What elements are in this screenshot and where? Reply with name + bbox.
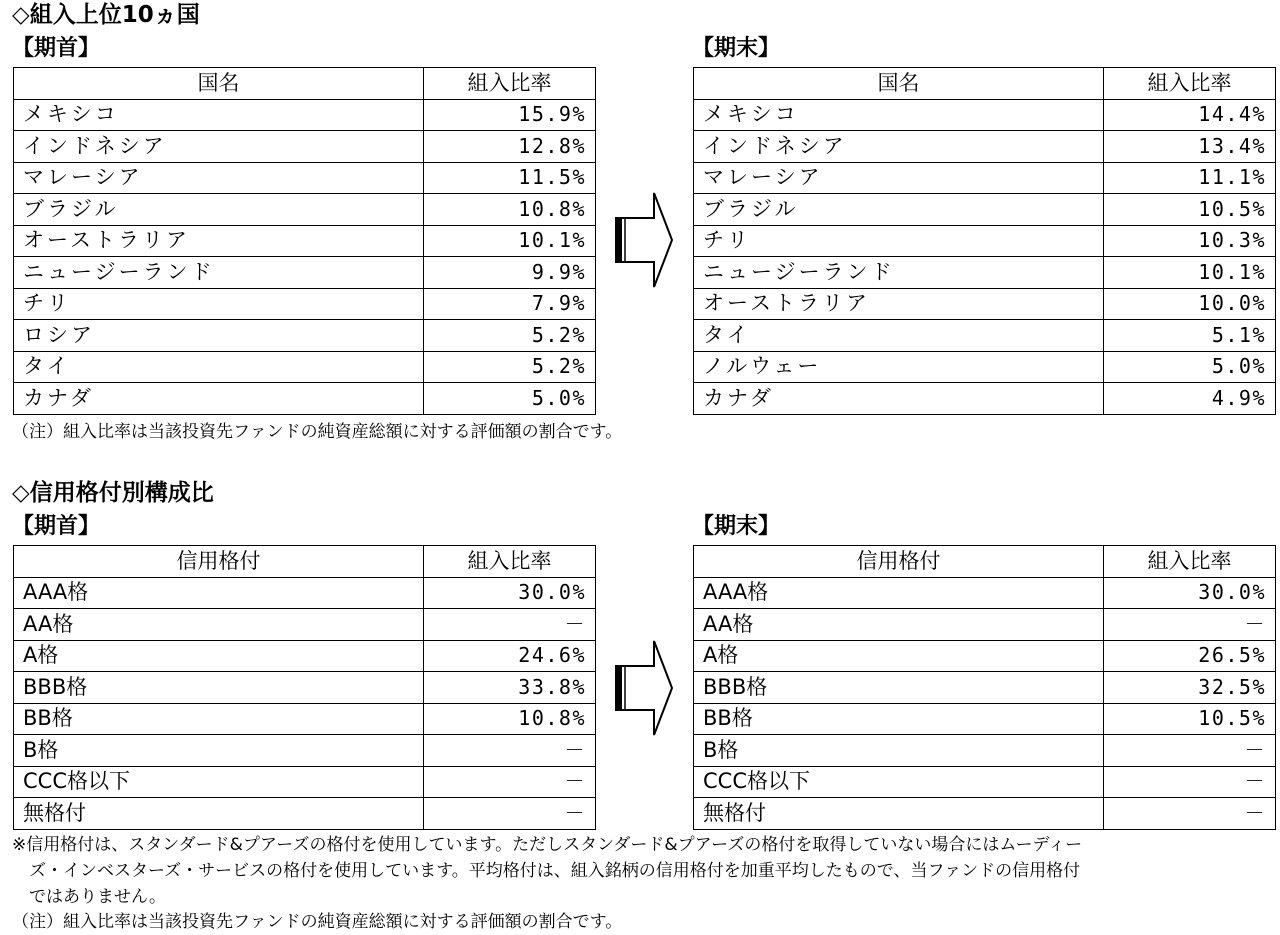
table-row — [694, 194, 1276, 226]
ratio-value: 26.5% — [1104, 640, 1276, 672]
country-name: チリ — [14, 288, 424, 320]
ratio-value: 10.5% — [1104, 703, 1276, 735]
country-name: ノルウェー — [694, 351, 1104, 383]
ratio-value: 13.4% — [1104, 131, 1276, 163]
ratio-value: 10.8% — [424, 194, 596, 226]
countries-end-table — [693, 67, 1276, 415]
column-header-ratio: 組入比率 — [1104, 546, 1276, 578]
table-row — [694, 703, 1276, 735]
arrow-right-icon — [615, 638, 675, 738]
table-row — [694, 672, 1276, 704]
ratio-value: － — [1104, 766, 1276, 798]
table-row — [14, 225, 596, 257]
table-row — [14, 672, 596, 704]
rating-name: A格 — [694, 640, 1104, 672]
ratio-value: 10.3% — [1104, 225, 1276, 257]
country-name: インドネシア — [14, 131, 424, 163]
ratio-value: － — [424, 766, 596, 798]
country-name: オーストラリア — [14, 225, 424, 257]
table-row — [694, 766, 1276, 798]
ratio-value: － — [424, 735, 596, 767]
rating-name: BBB格 — [14, 672, 424, 704]
rating-name: AAA格 — [694, 577, 1104, 609]
rating-name: BB格 — [14, 703, 424, 735]
table-row — [14, 640, 596, 672]
ratio-value: 10.1% — [1104, 257, 1276, 289]
ratio-value: － — [1104, 609, 1276, 641]
table-row — [694, 735, 1276, 767]
column-header-rating: 信用格付 — [694, 546, 1104, 578]
column-header-country: 国名 — [14, 68, 424, 100]
ratio-value: 10.1% — [424, 225, 596, 257]
countries-section-title: ◇組入上位10ヵ国 — [12, 2, 200, 28]
rating-name: AA格 — [694, 609, 1104, 641]
table-row — [14, 131, 596, 163]
table-row — [14, 320, 596, 352]
ratio-value: 30.0% — [424, 577, 596, 609]
table-row — [14, 351, 596, 383]
rating-name: B格 — [694, 735, 1104, 767]
ratio-value: 32.5% — [1104, 672, 1276, 704]
country-name: ニュージーランド — [694, 257, 1104, 289]
country-name: インドネシア — [694, 131, 1104, 163]
country-name: ニュージーランド — [14, 257, 424, 289]
ratings-note-line-1: ※信用格付は、スタンダード&プアーズの格付を使用しています。ただしスタンダード&プアーズの格付を取得していない場合にはムーディー — [12, 835, 1083, 855]
ratings-note-line-3: ではありません。 — [12, 887, 167, 907]
ratings-start-label: 【期首】 — [12, 514, 101, 539]
ratio-value: － — [1104, 798, 1276, 830]
table-row — [14, 257, 596, 289]
table-row — [14, 383, 596, 415]
table-row — [694, 609, 1276, 641]
table-row — [14, 577, 596, 609]
ratio-value: 11.5% — [424, 162, 596, 194]
ratio-value: 5.2% — [424, 320, 596, 352]
rating-name: 無格付 — [694, 798, 1104, 830]
country-name: ブラジル — [694, 194, 1104, 226]
column-header-ratio: 組入比率 — [424, 546, 596, 578]
table-row — [14, 735, 596, 767]
table-header-row — [694, 546, 1276, 578]
column-header-ratio: 組入比率 — [1104, 68, 1276, 100]
column-header-rating: 信用格付 — [14, 546, 424, 578]
rating-name: B格 — [14, 735, 424, 767]
ratings-start-table — [13, 545, 596, 830]
country-name: メキシコ — [694, 99, 1104, 131]
country-name: マレーシア — [14, 162, 424, 194]
column-header-ratio: 組入比率 — [424, 68, 596, 100]
ratings-section-title: ◇信用格付別構成比 — [12, 480, 214, 506]
ratio-value: － — [424, 609, 596, 641]
table-header-row — [694, 68, 1276, 100]
table-row — [694, 257, 1276, 289]
countries-end-label: 【期末】 — [692, 36, 781, 61]
country-name: ロシア — [14, 320, 424, 352]
rating-name: BBB格 — [694, 672, 1104, 704]
rating-name: CCC格以下 — [14, 766, 424, 798]
ratio-value: 30.0% — [1104, 577, 1276, 609]
table-row — [694, 131, 1276, 163]
ratio-value: 15.9% — [424, 99, 596, 131]
countries-start-label: 【期首】 — [12, 36, 101, 61]
table-row — [694, 99, 1276, 131]
country-name: カナダ — [14, 383, 424, 415]
table-row — [694, 288, 1276, 320]
ratio-value: － — [1104, 735, 1276, 767]
table-row — [14, 99, 596, 131]
table-row — [14, 288, 596, 320]
country-name: タイ — [694, 320, 1104, 352]
table-row — [694, 383, 1276, 415]
rating-name: AAA格 — [14, 577, 424, 609]
table-row — [694, 640, 1276, 672]
table-header-row — [14, 68, 596, 100]
ratio-value: 10.5% — [1104, 194, 1276, 226]
country-name: タイ — [14, 351, 424, 383]
column-header-country: 国名 — [694, 68, 1104, 100]
country-name: マレーシア — [694, 162, 1104, 194]
country-name: ブラジル — [14, 194, 424, 226]
arrow-right-icon — [615, 190, 675, 290]
ratings-note-line-2: ズ・インベスターズ・サービスの格付を使用しています。平均格付は、組入銘柄の信用格付を加重平均したもので、当ファンドの信用格付 — [12, 861, 1081, 881]
table-row — [14, 609, 596, 641]
table-row — [694, 320, 1276, 352]
table-row — [14, 798, 596, 830]
rating-name: AA格 — [14, 609, 424, 641]
table-row — [14, 703, 596, 735]
table-header-row — [14, 546, 596, 578]
country-name: メキシコ — [14, 99, 424, 131]
country-name: チリ — [694, 225, 1104, 257]
table-row — [14, 194, 596, 226]
country-name: オーストラリア — [694, 288, 1104, 320]
ratio-value: 12.8% — [424, 131, 596, 163]
ratio-value: 10.8% — [424, 703, 596, 735]
ratio-value: － — [424, 798, 596, 830]
ratio-value: 4.9% — [1104, 383, 1276, 415]
ratio-value: 33.8% — [424, 672, 596, 704]
table-row — [14, 766, 596, 798]
ratio-value: 24.6% — [424, 640, 596, 672]
ratio-value: 5.2% — [424, 351, 596, 383]
rating-name: BB格 — [694, 703, 1104, 735]
ratio-value: 7.9% — [424, 288, 596, 320]
ratio-value: 5.0% — [424, 383, 596, 415]
ratio-value: 9.9% — [424, 257, 596, 289]
table-row — [694, 577, 1276, 609]
rating-name: A格 — [14, 640, 424, 672]
ratio-value: 5.1% — [1104, 320, 1276, 352]
countries-start-table — [13, 67, 596, 415]
rating-name: CCC格以下 — [694, 766, 1104, 798]
table-row — [694, 351, 1276, 383]
ratio-value: 11.1% — [1104, 162, 1276, 194]
table-row — [694, 225, 1276, 257]
table-row — [14, 162, 596, 194]
ratings-end-label: 【期末】 — [692, 514, 781, 539]
countries-footnote: （注）組入比率は当該投資先ファンドの純資産総額に対する評価額の割合です。 — [12, 422, 623, 442]
ratio-value: 5.0% — [1104, 351, 1276, 383]
ratio-value: 10.0% — [1104, 288, 1276, 320]
table-row — [694, 798, 1276, 830]
rating-name: 無格付 — [14, 798, 424, 830]
table-row — [694, 162, 1276, 194]
ratio-value: 14.4% — [1104, 99, 1276, 131]
ratings-footnote: （注）組入比率は当該投資先ファンドの純資産総額に対する評価額の割合です。 — [12, 912, 623, 932]
country-name: カナダ — [694, 383, 1104, 415]
ratings-end-table — [693, 545, 1276, 830]
